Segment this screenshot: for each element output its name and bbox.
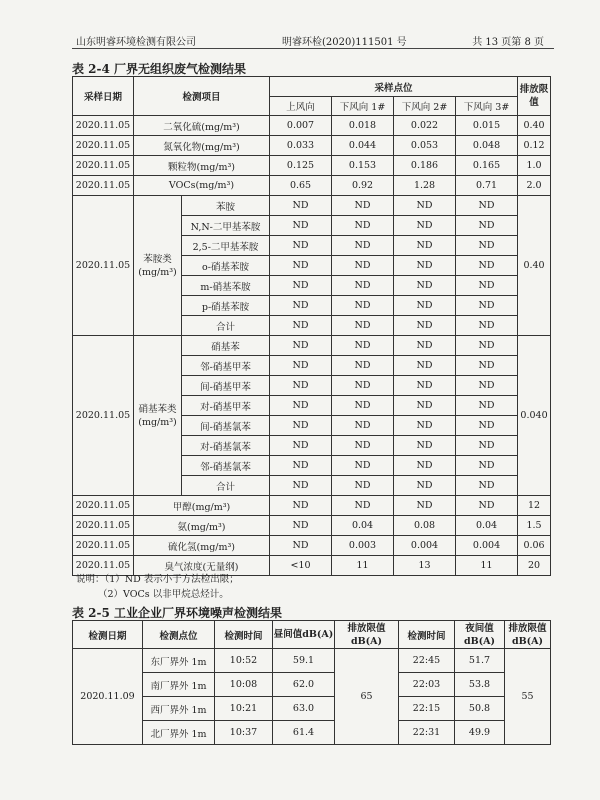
limit-cell: 0.40 xyxy=(518,196,551,336)
table-row xyxy=(73,697,551,721)
col-night-limit: 排放限值dB(A) xyxy=(505,621,551,649)
col-emission-limit: 排放限值 xyxy=(518,77,551,116)
limit-cell: 20 xyxy=(518,556,551,576)
value-cell: ND xyxy=(394,376,456,396)
test-item: 甲醇(mg/m³) xyxy=(134,496,270,516)
table-row xyxy=(73,536,551,556)
value-cell: ND xyxy=(332,236,394,256)
value-cell: ND xyxy=(394,296,456,316)
test-item: 臭气浓度(无量纲) xyxy=(134,556,270,576)
value-cell: 0.048 xyxy=(456,136,518,156)
value-cell: ND xyxy=(332,436,394,456)
col-day-limit: 排放限值dB(A) xyxy=(335,621,399,649)
day-value: 61.4 xyxy=(273,721,335,745)
value-cell: ND xyxy=(270,516,332,536)
value-cell: ND xyxy=(332,276,394,296)
table-row xyxy=(73,156,551,176)
day-time: 10:37 xyxy=(215,721,273,745)
value-cell: ND xyxy=(456,456,518,476)
day-value: 63.0 xyxy=(273,697,335,721)
value-cell: ND xyxy=(456,496,518,516)
value-cell: ND xyxy=(456,216,518,236)
value-cell: ND xyxy=(394,316,456,336)
col-day-time: 检测时间 xyxy=(215,621,273,649)
value-cell: ND xyxy=(332,336,394,356)
col-night-value: 夜间值dB(A) xyxy=(455,621,505,649)
value-cell: ND xyxy=(332,476,394,496)
value-cell: ND xyxy=(270,276,332,296)
table-row xyxy=(73,516,551,536)
day-limit: 65 xyxy=(335,649,399,745)
value-cell: ND xyxy=(270,256,332,276)
night-value: 50.8 xyxy=(455,697,505,721)
company-name: 山东明睿环境检测有限公司 xyxy=(76,37,196,48)
value-cell: ND xyxy=(456,296,518,316)
sample-date: 2020.11.05 xyxy=(73,156,134,176)
value-cell: 0.015 xyxy=(456,116,518,136)
limit-cell: 1.5 xyxy=(518,516,551,536)
night-time: 22:15 xyxy=(399,697,455,721)
value-cell: ND xyxy=(332,216,394,236)
value-cell: ND xyxy=(332,376,394,396)
value-cell: 0.186 xyxy=(394,156,456,176)
value-cell: ND xyxy=(332,196,394,216)
sub-item: N,N-二甲基苯胺 xyxy=(182,216,270,236)
value-cell: ND xyxy=(270,476,332,496)
table-row xyxy=(73,721,551,745)
test-item: 氮氧化物(mg/m³) xyxy=(134,136,270,156)
value-cell: 0.018 xyxy=(332,116,394,136)
report-number: 明睿环检(2020)111501 号 xyxy=(282,37,407,48)
night-time: 22:03 xyxy=(399,673,455,697)
table-2-4-caption: 表 2-4 厂界无组织废气检测结果 xyxy=(72,62,247,76)
value-cell: ND xyxy=(394,216,456,236)
table-notes xyxy=(76,572,239,602)
value-cell: ND xyxy=(456,416,518,436)
sub-item: m-硝基苯胺 xyxy=(182,276,270,296)
sub-item: 邻-硝基甲苯 xyxy=(182,356,270,376)
value-cell: ND xyxy=(456,256,518,276)
limit-cell: 12 xyxy=(518,496,551,516)
value-cell: ND xyxy=(332,256,394,276)
col-upwind: 上风向 xyxy=(270,97,332,116)
value-cell: ND xyxy=(456,396,518,416)
value-cell: ND xyxy=(394,236,456,256)
value-cell: ND xyxy=(270,536,332,556)
value-cell: 0.153 xyxy=(332,156,394,176)
sub-item: 合计 xyxy=(182,476,270,496)
value-cell: 0.004 xyxy=(456,536,518,556)
day-time: 10:21 xyxy=(215,697,273,721)
col-test-point: 检测点位 xyxy=(143,621,215,649)
sub-item: 间-硝基甲苯 xyxy=(182,376,270,396)
value-cell: 0.053 xyxy=(394,136,456,156)
value-cell: ND xyxy=(394,496,456,516)
value-cell: ND xyxy=(456,196,518,216)
value-cell: ND xyxy=(270,336,332,356)
col-sample-date: 采样日期 xyxy=(73,77,134,116)
night-limit: 55 xyxy=(505,649,551,745)
value-cell: ND xyxy=(394,436,456,456)
value-cell: ND xyxy=(270,436,332,456)
value-cell: ND xyxy=(456,276,518,296)
test-point: 北厂界外 1m xyxy=(143,721,215,745)
day-time: 10:52 xyxy=(215,649,273,673)
test-item: VOCs(mg/m³) xyxy=(134,176,270,196)
note-1: 说明：（1）ND 表示小于方法检出限； xyxy=(76,574,239,585)
group-name: 苯胺类(mg/m³) xyxy=(134,196,182,336)
value-cell: ND xyxy=(394,416,456,436)
test-date: 2020.11.09 xyxy=(73,649,143,745)
table-row xyxy=(73,176,551,196)
value-cell: ND xyxy=(270,216,332,236)
page-header xyxy=(72,30,554,49)
test-item: 颗粒物(mg/m³) xyxy=(134,156,270,176)
day-value: 62.0 xyxy=(273,673,335,697)
limit-cell: 0.06 xyxy=(518,536,551,556)
sample-date: 2020.11.05 xyxy=(73,556,134,576)
value-cell: ND xyxy=(270,456,332,476)
day-time: 10:08 xyxy=(215,673,273,697)
note-2: （2）VOCs 以非甲烷总烃计。 xyxy=(98,589,229,600)
value-cell: 0.033 xyxy=(270,136,332,156)
sub-item: 间-硝基氯苯 xyxy=(182,416,270,436)
sample-date: 2020.11.05 xyxy=(73,116,134,136)
value-cell: ND xyxy=(270,396,332,416)
value-cell: ND xyxy=(270,416,332,436)
value-cell: ND xyxy=(270,236,332,256)
test-item: 氨(mg/m³) xyxy=(134,516,270,536)
sample-date: 2020.11.05 xyxy=(73,196,134,336)
value-cell: 0.044 xyxy=(332,136,394,156)
limit-cell: 1.0 xyxy=(518,156,551,176)
value-cell: 0.65 xyxy=(270,176,332,196)
table-row xyxy=(73,136,551,156)
value-cell: ND xyxy=(332,496,394,516)
table-row xyxy=(73,196,551,216)
value-cell: 0.004 xyxy=(394,536,456,556)
value-cell: ND xyxy=(394,196,456,216)
value-cell: ND xyxy=(456,316,518,336)
value-cell: ND xyxy=(394,356,456,376)
value-cell: ND xyxy=(456,476,518,496)
value-cell: 0.022 xyxy=(394,116,456,136)
value-cell: ND xyxy=(332,416,394,436)
night-time: 22:31 xyxy=(399,721,455,745)
night-value: 53.8 xyxy=(455,673,505,697)
table-row xyxy=(73,116,551,136)
value-cell: 0.125 xyxy=(270,156,332,176)
sample-date: 2020.11.05 xyxy=(73,336,134,496)
table-row xyxy=(73,673,551,697)
limit-cell: 0.040 xyxy=(518,336,551,496)
value-cell: ND xyxy=(456,356,518,376)
col-downwind-1: 下风向 1# xyxy=(332,97,394,116)
value-cell: ND xyxy=(394,396,456,416)
col-test-date: 检测日期 xyxy=(73,621,143,649)
value-cell: ND xyxy=(394,456,456,476)
value-cell: 11 xyxy=(456,556,518,576)
value-cell: ND xyxy=(456,376,518,396)
value-cell: ND xyxy=(394,276,456,296)
value-cell: ND xyxy=(394,256,456,276)
night-value: 49.9 xyxy=(455,721,505,745)
value-cell: ND xyxy=(332,356,394,376)
night-value: 51.7 xyxy=(455,649,505,673)
sample-date: 2020.11.05 xyxy=(73,136,134,156)
sub-item: 2,5-二甲基苯胺 xyxy=(182,236,270,256)
sub-item: 苯胺 xyxy=(182,196,270,216)
value-cell: ND xyxy=(394,336,456,356)
value-cell: 0.003 xyxy=(332,536,394,556)
table-row xyxy=(73,496,551,516)
value-cell: ND xyxy=(270,196,332,216)
sub-item: p-硝基苯胺 xyxy=(182,296,270,316)
col-sampling-points: 采样点位 xyxy=(270,77,518,97)
value-cell: 0.08 xyxy=(394,516,456,536)
sub-item: 对-硝基甲苯 xyxy=(182,396,270,416)
value-cell: ND xyxy=(332,316,394,336)
sample-date: 2020.11.05 xyxy=(73,516,134,536)
value-cell: ND xyxy=(394,476,456,496)
value-cell: ND xyxy=(270,296,332,316)
value-cell: ND xyxy=(332,296,394,316)
col-downwind-3: 下风向 3# xyxy=(456,97,518,116)
sample-date: 2020.11.05 xyxy=(73,536,134,556)
limit-cell: 0.40 xyxy=(518,116,551,136)
test-item: 硫化氢(mg/m³) xyxy=(134,536,270,556)
test-point: 西厂界外 1m xyxy=(143,697,215,721)
sub-item: 硝基苯 xyxy=(182,336,270,356)
value-cell: 1.28 xyxy=(394,176,456,196)
test-point: 南厂界外 1m xyxy=(143,673,215,697)
sample-date: 2020.11.05 xyxy=(73,496,134,516)
value-cell: 0.165 xyxy=(456,156,518,176)
sub-item: 邻-硝基氯苯 xyxy=(182,456,270,476)
sub-item: 合计 xyxy=(182,316,270,336)
sub-item: 对-硝基氯苯 xyxy=(182,436,270,456)
value-cell: ND xyxy=(270,356,332,376)
col-downwind-2: 下风向 2# xyxy=(394,97,456,116)
value-cell: <10 xyxy=(270,556,332,576)
value-cell: 0.71 xyxy=(456,176,518,196)
value-cell: ND xyxy=(456,336,518,356)
value-cell: ND xyxy=(332,456,394,476)
table-2-5-caption: 表 2-5 工业企业厂界环境噪声检测结果 xyxy=(72,606,283,620)
value-cell: 0.007 xyxy=(270,116,332,136)
col-test-item: 检测项目 xyxy=(134,77,270,116)
value-cell: ND xyxy=(270,376,332,396)
limit-cell: 2.0 xyxy=(518,176,551,196)
test-item: 二氧化硫(mg/m³) xyxy=(134,116,270,136)
value-cell: ND xyxy=(456,436,518,456)
noise-table xyxy=(72,620,551,745)
value-cell: 0.04 xyxy=(332,516,394,536)
night-time: 22:45 xyxy=(399,649,455,673)
sample-date: 2020.11.05 xyxy=(73,176,134,196)
table-row xyxy=(73,649,551,673)
value-cell: 11 xyxy=(332,556,394,576)
value-cell: ND xyxy=(270,496,332,516)
value-cell: 13 xyxy=(394,556,456,576)
limit-cell: 0.12 xyxy=(518,136,551,156)
col-day-value: 昼间值dB(A) xyxy=(273,621,335,649)
table-row xyxy=(73,336,551,356)
day-value: 59.1 xyxy=(273,649,335,673)
value-cell: ND xyxy=(456,236,518,256)
col-night-time: 检测时间 xyxy=(399,621,455,649)
value-cell: 0.92 xyxy=(332,176,394,196)
test-point: 东厂界外 1m xyxy=(143,649,215,673)
sub-item: o-硝基苯胺 xyxy=(182,256,270,276)
page-number: 共 13 页第 8 页 xyxy=(472,37,544,48)
value-cell: ND xyxy=(270,316,332,336)
value-cell: 0.04 xyxy=(456,516,518,536)
waste-gas-table xyxy=(72,76,551,576)
value-cell: ND xyxy=(332,396,394,416)
group-name: 硝基苯类(mg/m³) xyxy=(134,336,182,496)
